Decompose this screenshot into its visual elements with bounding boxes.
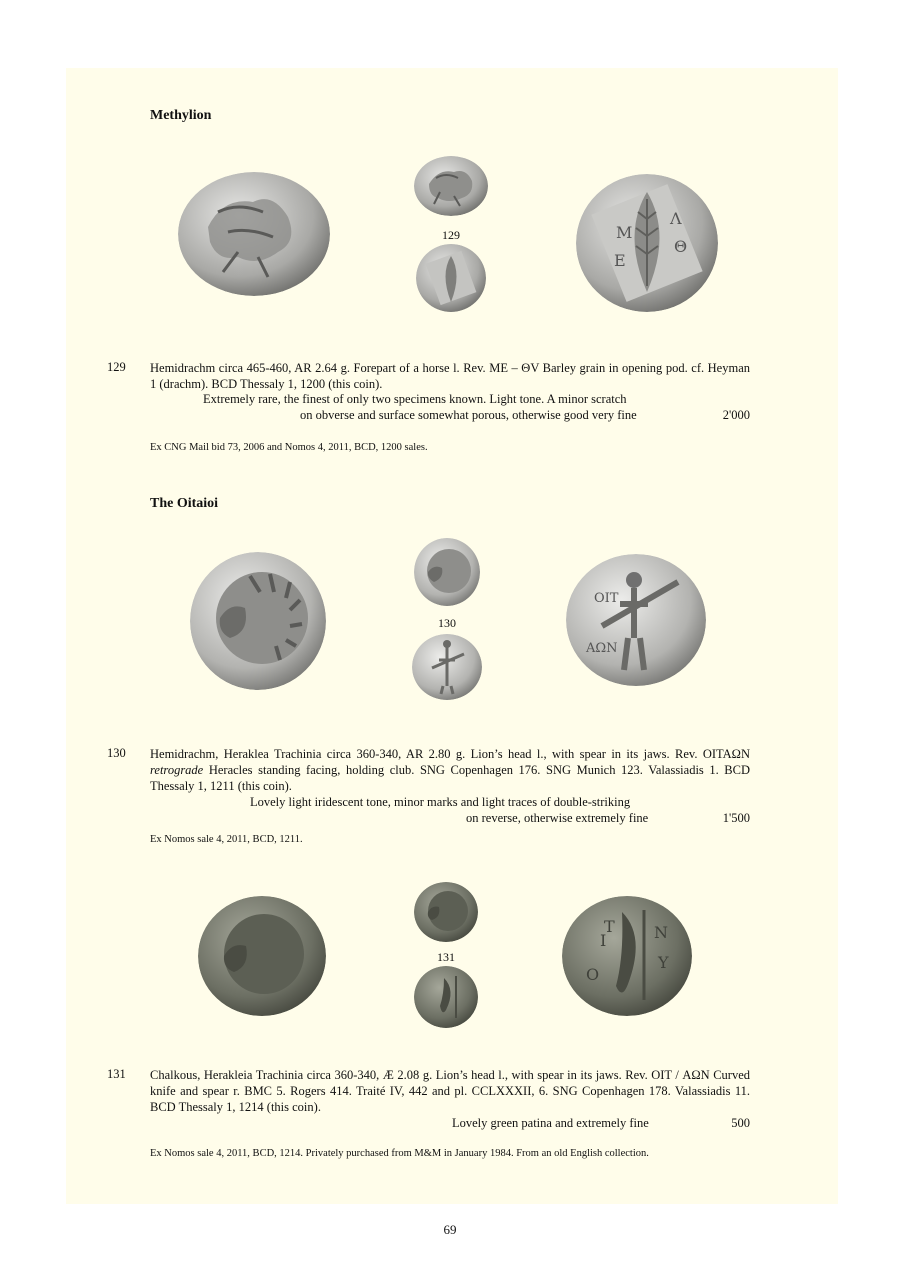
legend-131-i: Ι <box>600 931 607 950</box>
lot-description-130 <box>150 746 750 794</box>
legend-129-e: Ε <box>614 251 626 270</box>
lot-price-131: 500 <box>731 1116 750 1130</box>
coin-130-reverse-large <box>566 554 706 686</box>
page-number: 69 <box>443 1222 457 1237</box>
lot-number-131: 131 <box>107 1067 126 1081</box>
section-title-oitaioi: The Oitaioi <box>150 496 219 511</box>
coin-plate-label-130: 130 <box>438 616 456 630</box>
coin-131-obverse-large <box>198 896 326 1016</box>
section-title-methylion: Methylion <box>150 108 212 123</box>
lot-number-129: 129 <box>107 360 126 374</box>
lot-condition-129-line2: on obverse and surface somewhat porous, otherwise good very fine <box>300 408 637 422</box>
legend-130-oit: ΟΙΤ <box>594 591 619 606</box>
lot-price-130: 1'500 <box>722 811 750 825</box>
lot-provenance-130: Ex Nomos sale 4, 2011, BCD, 1211. <box>150 834 303 845</box>
lot-number-130: 130 <box>107 746 126 760</box>
lot-provenance-131: Ex Nomos sale 4, 2011, BCD, 1214. Privately purchased from M&M in January 1984. From an old English collection. <box>150 1148 649 1159</box>
coin-130-obverse-small <box>414 538 480 606</box>
coin-129-reverse-small <box>416 244 486 312</box>
lot-condition-131: Lovely green patina and extremely fine <box>452 1116 649 1130</box>
lot-price-129: 2'000 <box>722 408 750 422</box>
lot-description-130-b: Heracles standing facing, holding club. SNG Copenhagen 176. SNG Munich 123. Valassiadis 1. BCD Thessaly 1, 1211 (this coin). <box>150 763 751 793</box>
legend-131-n: Ν <box>654 923 668 942</box>
lot-description-130-a: Hemidrachm, Heraklea Trachinia circa 360-340, AR 2.80 g. Lion’s head l., with spear in its jaws. Rev. ΟΙΤΑΩΝ <box>150 747 750 761</box>
coin-plate-label-129: 129 <box>442 228 460 242</box>
coin-131-reverse-small <box>414 966 478 1028</box>
lot-condition-130-line2: on reverse, otherwise extremely fine <box>466 811 649 825</box>
lot-description-130-italic: retrograde <box>150 763 204 777</box>
lot-provenance-129: Ex CNG Mail bid 73, 2006 and Nomos 4, 2011, BCD, 1200 sales. <box>150 442 428 453</box>
coin-130-obverse-large <box>190 552 326 690</box>
legend-129-l: Λ <box>670 209 682 228</box>
lot-description-129: Hemidrachm circa 465-460, AR 2.64 g. Forepart of a horse l. Rev. ME – ΘV Barley grain in opening pod. cf. Heyman 1 (drachm). BCD Thessaly 1, 1200 (this coin). <box>150 361 750 391</box>
legend-130-aon: ΑΩΝ <box>586 641 618 656</box>
legend-129-th: Θ <box>674 237 688 256</box>
coin-131-obverse-small <box>414 882 478 942</box>
coin-131-reverse-large <box>562 896 692 1016</box>
lot-condition-129-line1: Extremely rare, the finest of only two specimens known. Light tone. A minor scratch <box>203 392 627 406</box>
lot-description-131: Chalkous, Herakleia Trachinia circa 360-340, Æ 2.08 g. Lion’s head l., with spear in its jaws. Rev. OIT / ΑΩΝ Curved knife and spear r. BMC 5. Rogers 414. Traité IV, 442 and pl. CCLXXXII, 6. SNG Copenhagen 178. Valassiadis 11. BCD Thessaly 1, 1214 (this coin). <box>150 1068 750 1114</box>
legend-131-o: Ο <box>586 965 600 984</box>
coin-129-obverse-small <box>414 156 488 216</box>
legend-131-t: Τ <box>604 917 615 936</box>
legend-129-m: Μ <box>616 223 633 242</box>
coin-plate-label-131: 131 <box>437 950 455 964</box>
coin-130-reverse-small <box>412 634 482 700</box>
coin-129-reverse-large <box>576 174 718 312</box>
coin-129-obverse-large <box>178 172 330 296</box>
legend-131-y: Υ <box>658 953 669 972</box>
lot-condition-130-line1: Lovely light iridescent tone, minor marks and light traces of double-striking <box>250 795 631 809</box>
